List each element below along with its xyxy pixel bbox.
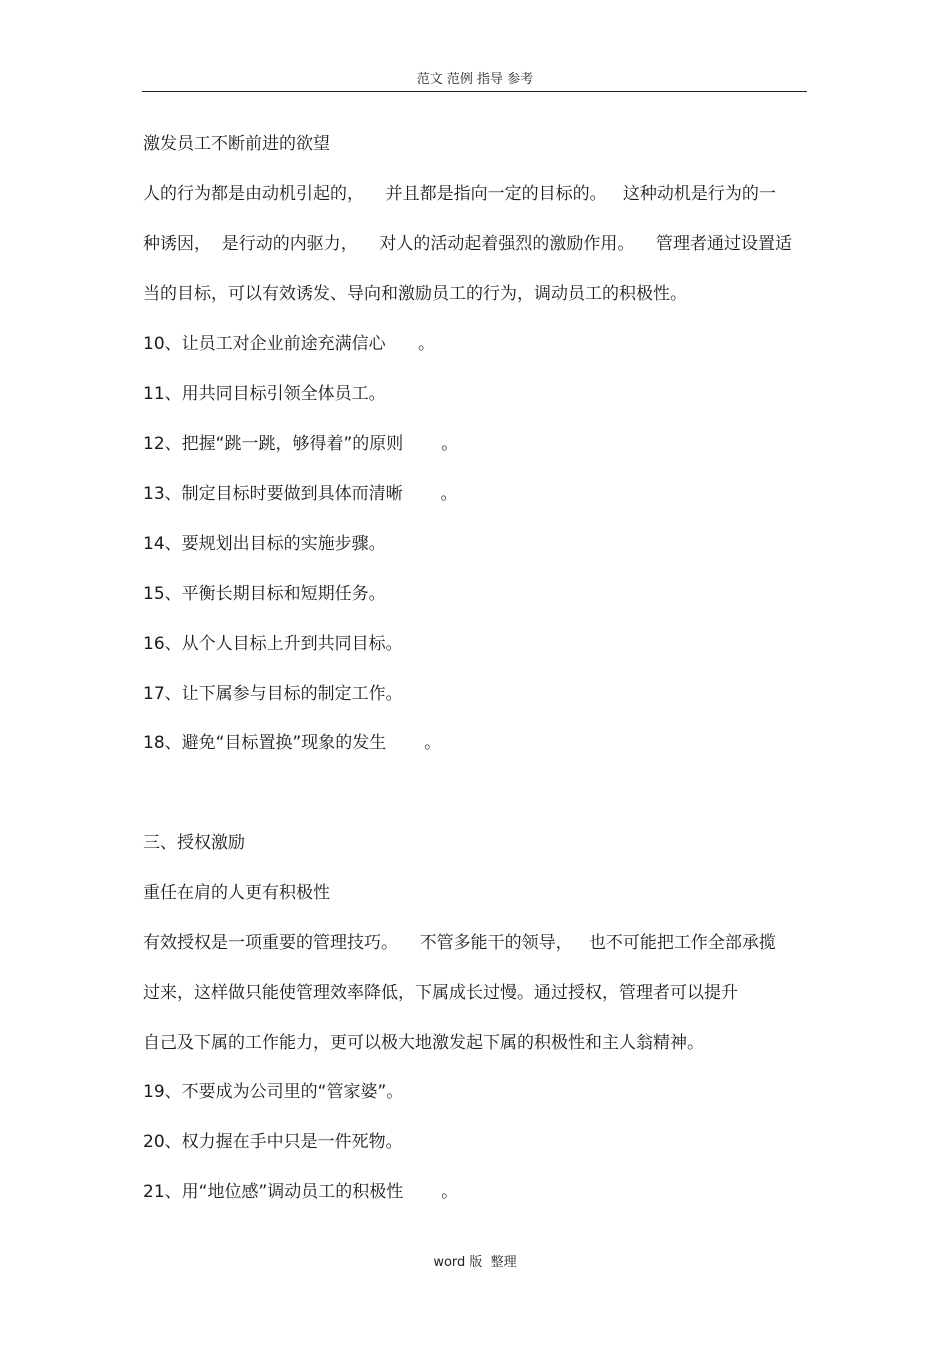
list-item: 10、让员工对企业前途充满信心 。 [143,334,436,354]
intro-paragraph-line: 当的目标，可以有效诱发、导向和激励员工的行为，调动员工的积极性。 [143,284,687,304]
list-item: 15、平衡长期目标和短期任务。 [143,584,386,604]
list-item: 11、用共同目标引领全体员工。 [143,384,386,404]
list-item: 14、要规划出目标的实施步骤。 [143,534,386,554]
header-rule [142,91,807,92]
list-item: 18、避免“目标置换”现象的发生 。 [143,733,442,753]
section-paragraph-line: 过来，这样做只能使管理效率降低，下属成长过慢。通过授权，管理者可以提升 [143,983,738,1003]
intro-heading: 激发员工不断前进的欲望 [143,134,330,154]
section-title: 三、授权激励 [143,833,245,853]
list-item: 20、权力握在手中只是一件死物。 [143,1132,403,1152]
list-item: 13、制定目标时要做到具体而清晰 。 [143,484,458,504]
list-item: 16、从个人目标上升到共同目标。 [143,634,403,654]
list-item: 12、把握“跳一跳，够得着”的原则 。 [143,434,459,454]
page-footer: word 版 整理 [433,1255,517,1270]
section-paragraph-line: 自己及下属的工作能力，更可以极大地激发起下属的积极性和主人翁精神。 [143,1033,704,1053]
section-subtitle: 重任在肩的人更有积极性 [143,883,330,903]
list-item: 17、让下属参与目标的制定工作。 [143,684,403,704]
page-header: 范文 范例 指导 参考 [416,72,534,87]
list-item: 21、用“地位感”调动员工的积极性 。 [143,1182,459,1202]
list-item: 19、不要成为公司里的“管家婆”。 [143,1082,404,1102]
intro-paragraph-line: 种诱因， 是行动的内驱力， 对人的活动起着强烈的激励作用。 管理者通过设置适 [143,234,793,254]
intro-paragraph-line: 人的行为都是由动机引起的， 并且都是指向一定的目标的。 这种动机是行为的一 [143,184,776,204]
section-paragraph-line: 有效授权是一项重要的管理技巧。 不管多能干的领导， 也不可能把工作全部承揽 [143,933,776,953]
